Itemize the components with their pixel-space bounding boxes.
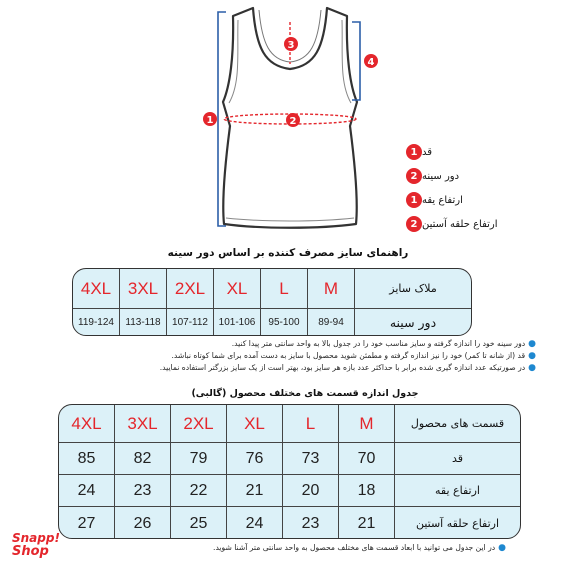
cell-value: 85 — [77, 449, 96, 467]
size-label: L — [279, 278, 289, 298]
snappshop-logo — [12, 532, 72, 559]
legend-number-badge: 1 — [406, 192, 422, 208]
marker-2-label: 2 — [289, 116, 297, 127]
row-header: ملاک سایز — [389, 282, 437, 295]
table-cell — [339, 475, 395, 506]
row-header: قسمت های محصول — [410, 417, 505, 430]
table-cell — [214, 309, 261, 336]
table-cell — [227, 443, 283, 474]
table-cell — [115, 475, 171, 506]
table-cell — [308, 309, 355, 336]
table-cell — [120, 309, 167, 336]
table-cell — [115, 443, 171, 474]
marker-4 — [364, 54, 378, 68]
size-header-cell — [308, 269, 355, 308]
chest-range: 119-124 — [78, 317, 114, 328]
bullet-icon: ● — [498, 543, 506, 553]
size-label: 3XL — [127, 413, 158, 433]
table-cell — [171, 475, 227, 506]
size-header-cell — [120, 269, 167, 308]
cell-value: 27 — [77, 514, 96, 532]
chest-range: 113-118 — [125, 317, 161, 328]
legend-item — [406, 212, 556, 236]
table-cell — [339, 507, 395, 539]
size-label: 4XL — [80, 278, 112, 298]
legend-item — [406, 164, 556, 188]
table-row — [73, 309, 471, 336]
size-label: 2XL — [183, 413, 214, 433]
legend-label: ارتفاع یقه — [422, 194, 463, 206]
size-label: M — [359, 413, 374, 433]
legend-number-badge: 1 — [406, 144, 422, 160]
row-header: دور سینه — [389, 315, 437, 330]
chest-range: 89-94 — [318, 317, 344, 328]
table-cell — [283, 443, 339, 474]
table-cell — [227, 475, 283, 506]
table-row — [59, 507, 520, 539]
table-cell — [167, 309, 214, 336]
size-header-cell — [171, 405, 227, 442]
size-header-cell — [214, 269, 261, 308]
cell-value: 26 — [133, 514, 152, 532]
cell-value: 21 — [245, 481, 264, 499]
size-header-cell — [59, 405, 115, 442]
size-header-cell — [227, 405, 283, 442]
legend-item — [406, 188, 556, 212]
bullet-icon: ● — [528, 363, 536, 373]
footnote-text: در این جدول می توانید با ابعاد قسمت های مختلف محصول به واحد سانتی متر آشنا شوید. — [213, 543, 496, 552]
note-text: در صورتیکه عدد اندازه گیری شده برابر با حداکثر عدد بازه هر سایز بود، بهتر است از یک سایز بزرگتر استفاده نمایید. — [159, 363, 526, 372]
marker-4-label: 4 — [367, 57, 375, 68]
note-item — [36, 350, 536, 362]
cell-value: 82 — [133, 449, 152, 467]
legend-item — [406, 140, 556, 164]
marker-2 — [286, 113, 300, 127]
cell-value: 73 — [301, 449, 320, 467]
note-text: قد (از شانه تا کمر) خود را نیز اندازه گرفته و مطمئن شوید محصول با سایز به دست آمده برای شما کوتاه نباشد. — [171, 351, 526, 360]
note-text: دور سینه خود را اندازه گرفته و سایز مناسب خود را در جدول بالا به واحد سانتی متر پیدا کنید. — [231, 339, 526, 348]
table-cell — [171, 507, 227, 539]
cell-value: 18 — [357, 481, 376, 499]
cell-value: 24 — [77, 481, 96, 499]
size-label: M — [323, 278, 339, 298]
legend-number-badge: 2 — [406, 168, 422, 184]
legend-label: ارتفاع حلقه آستین — [422, 218, 498, 230]
size-header-cell — [339, 405, 395, 442]
table-row — [73, 269, 471, 309]
marker-1 — [203, 112, 217, 126]
table-row — [59, 443, 520, 475]
table-cell — [171, 443, 227, 474]
table-row — [59, 475, 520, 507]
size-label: L — [305, 413, 316, 433]
table-cell — [59, 475, 115, 506]
cell-value: 24 — [245, 514, 264, 532]
table-cell — [339, 443, 395, 474]
chest-range: 95-100 — [268, 317, 300, 328]
bullet-icon: ● — [528, 351, 536, 361]
legend-label: قد — [422, 146, 433, 158]
table-cell — [261, 309, 308, 336]
size-guide-title: راهنمای سایز مصرف کننده بر اساس دور سینه — [167, 247, 409, 259]
product-measurements-table — [58, 404, 521, 539]
product-measurements-title: جدول اندازه قسمت های مختلف محصول (گالبی) — [191, 388, 419, 399]
note-item — [36, 338, 536, 350]
cell-value: 23 — [301, 514, 320, 532]
row-header: ارتفاع یقه — [435, 484, 480, 497]
table-cell — [283, 475, 339, 506]
size-label: 4XL — [71, 413, 102, 433]
footnote — [213, 543, 506, 553]
marker-1-label: 1 — [206, 115, 214, 126]
table-cell — [283, 507, 339, 539]
size-notes — [36, 338, 536, 374]
size-header-cell — [115, 405, 171, 442]
marker-3 — [284, 37, 298, 51]
cell-value: 25 — [189, 514, 208, 532]
bullet-icon: ● — [528, 339, 536, 349]
note-item — [36, 362, 536, 374]
size-label: XL — [244, 413, 265, 433]
marker-3-label: 3 — [287, 40, 295, 51]
size-label: 2XL — [174, 278, 206, 298]
table-cell — [115, 507, 171, 539]
size-label: XL — [226, 278, 248, 298]
cell-value: 22 — [189, 481, 208, 499]
table-row — [59, 405, 520, 443]
cell-value: 23 — [133, 481, 152, 499]
table-cell — [59, 443, 115, 474]
cell-value: 76 — [245, 449, 264, 467]
size-header-cell — [283, 405, 339, 442]
legend-number-badge: 2 — [406, 216, 422, 232]
size-header-cell — [261, 269, 308, 308]
cell-value: 70 — [357, 449, 376, 467]
size-header-cell — [73, 269, 120, 308]
legend-label: دور سینه — [422, 170, 460, 182]
logo-line-1: Snapp! — [12, 531, 60, 545]
chest-size-table — [72, 268, 472, 336]
cell-value: 21 — [357, 514, 376, 532]
logo-line-2: Shop — [12, 544, 49, 559]
size-label: 3XL — [127, 278, 159, 298]
cell-value: 20 — [301, 481, 320, 499]
row-header: قد — [451, 452, 464, 465]
cell-value: 79 — [189, 449, 208, 467]
table-cell — [73, 309, 120, 336]
table-cell — [227, 507, 283, 539]
size-header-cell — [167, 269, 214, 308]
measurement-legend — [406, 140, 556, 236]
chest-range: 101-106 — [218, 317, 256, 328]
row-header: ارتفاع حلقه آستین — [415, 517, 500, 530]
size-diagram — [0, 0, 576, 240]
chest-range: 107-112 — [172, 317, 208, 328]
